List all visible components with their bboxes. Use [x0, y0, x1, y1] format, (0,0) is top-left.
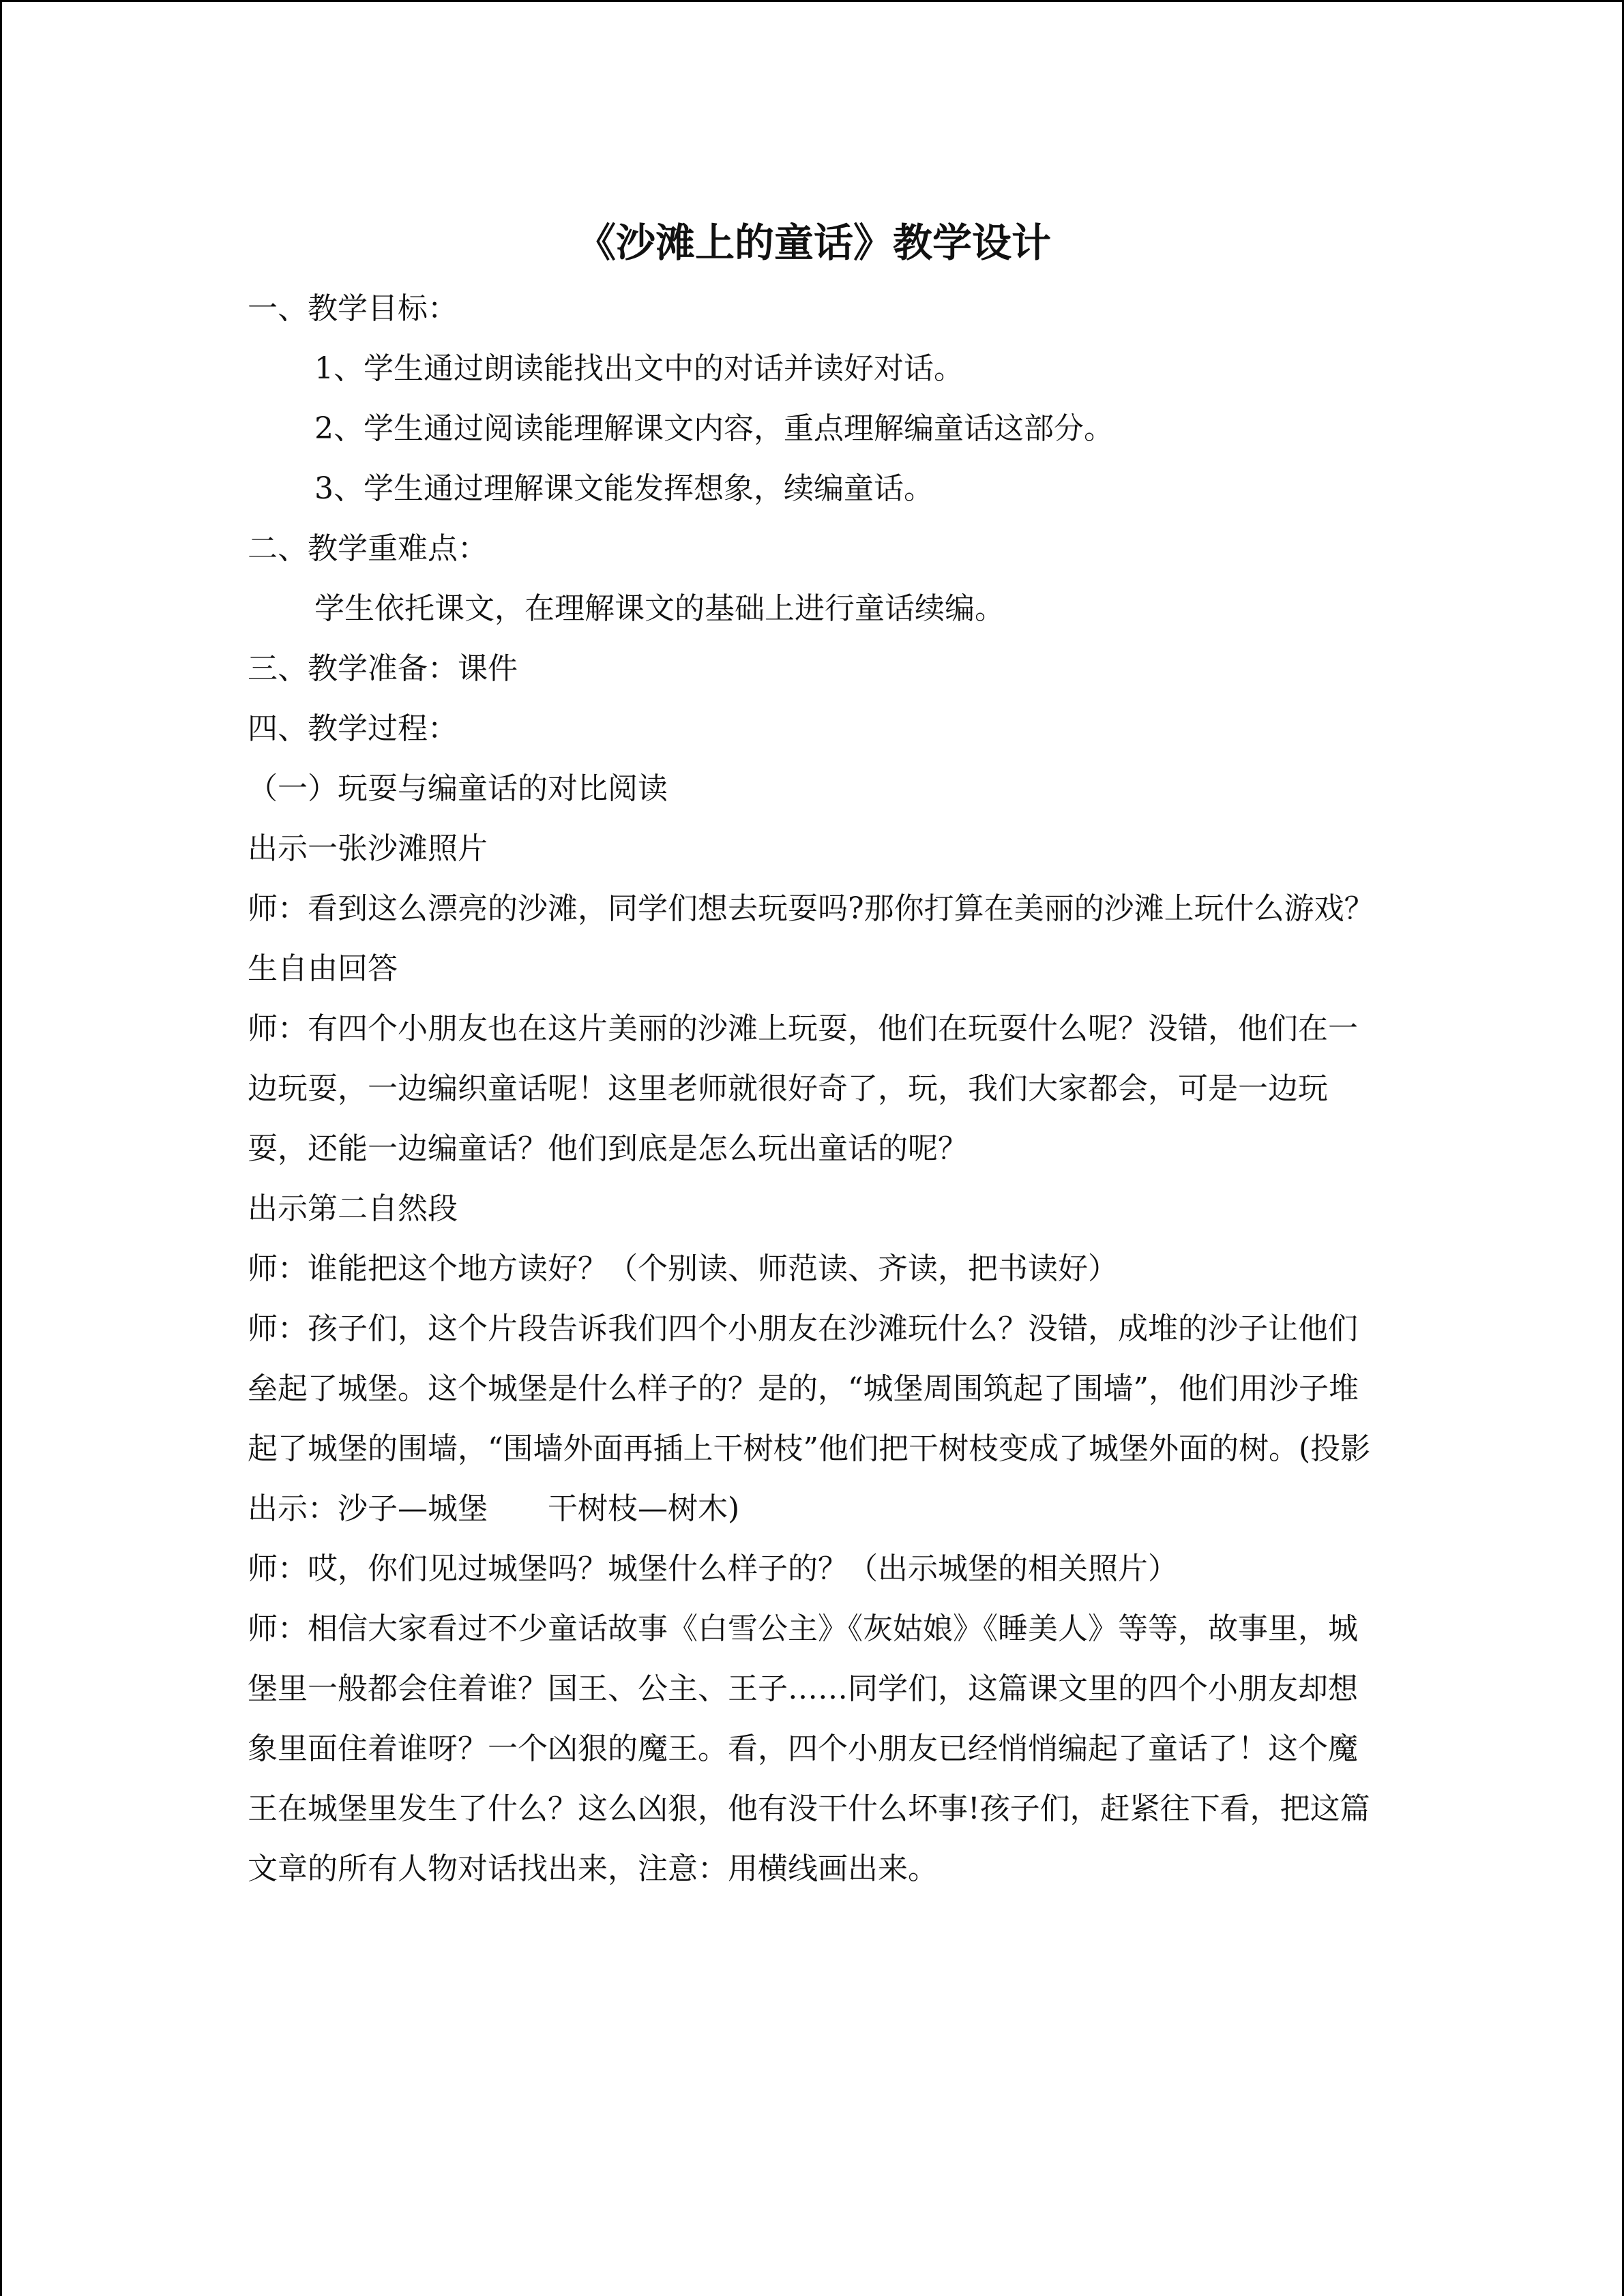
- paragraph: 师：谁能把这个地方读好？（个别读、师范读、齐读，把书读好）: [248, 1251, 1118, 1286]
- paragraph: 2、学生通过阅读能理解课文内容，重点理解编童话这部分。: [314, 411, 1114, 446]
- paragraph: 师：哎，你们见过城堡吗？城堡什么样子的？（出示城堡的相关照片）: [248, 1551, 1178, 1586]
- paragraph: 师：有四个小朋友也在这片美丽的沙滩上玩耍，他们在玩耍什么呢？没错，他们在一边玩耍，一边编织童话呢！这里老师就很好奇了，玩，我们大家都会，可是一边玩耍，还能一边编童话？他们到底是怎么玩出童话的呢？: [248, 1011, 1358, 1166]
- paragraph: （一）玩耍与编童话的对比阅读: [248, 771, 668, 806]
- document-title: 《沙滩上的童话》教学设计: [576, 220, 1051, 266]
- paragraph: 二、教学重难点：: [248, 531, 488, 566]
- paragraph: 师：看到这么漂亮的沙滩，同学们想去玩耍吗?那你打算在美丽的沙滩上玩什么游戏？: [248, 891, 1374, 926]
- paragraph: 出示一张沙滩照片: [248, 831, 488, 866]
- paragraph: 三、教学准备：课件: [248, 651, 518, 686]
- document-body: [248, 212, 1380, 1899]
- paragraph: 生自由回答: [248, 951, 398, 986]
- paragraph: 出示第二自然段: [248, 1191, 458, 1226]
- paragraph: 1、学生通过朗读能找出文中的对话并读好对话。: [314, 351, 964, 386]
- paragraph: 师：孩子们，这个片段告诉我们四个小朋友在沙滩玩什么？没错，成堆的沙子让他们垒起了城堡。这个城堡是什么样子的？是的，“城堡周围筑起了围墙”，他们用沙子堆起了城堡的围墙，“围墙外面再插上干树枝”他们把干树枝变成了城堡外面的树。(投影出示：沙子—城堡 干树枝—树木): [248, 1311, 1371, 1526]
- paragraph: 学生依托课文，在理解课文的基础上进行童话续编。: [314, 591, 1005, 626]
- paragraph: 师：相信大家看过不少童话故事《白雪公主》《灰姑娘》《睡美人》等等，故事里，城堡里一般都会住着谁？国王、公主、王子……同学们，这篇课文里的四个小朋友却想象里面住着谁呀？一个凶狠的魔王。看，四个小朋友已经悄悄编起了童话了！这个魔王在城堡里发生了什么？这么凶狠，他有没干什么坏事!孩子们，赶紧往下看，把这篇文章的所有人物对话找出来，注意：用横线画出来。: [248, 1611, 1370, 1886]
- paragraph: 3、学生通过理解课文能发挥想象，续编童话。: [314, 471, 934, 506]
- paragraph-list: [248, 279, 1380, 1899]
- paragraph: 四、教学过程：: [248, 711, 458, 746]
- paragraph: 一、教学目标：: [248, 291, 458, 326]
